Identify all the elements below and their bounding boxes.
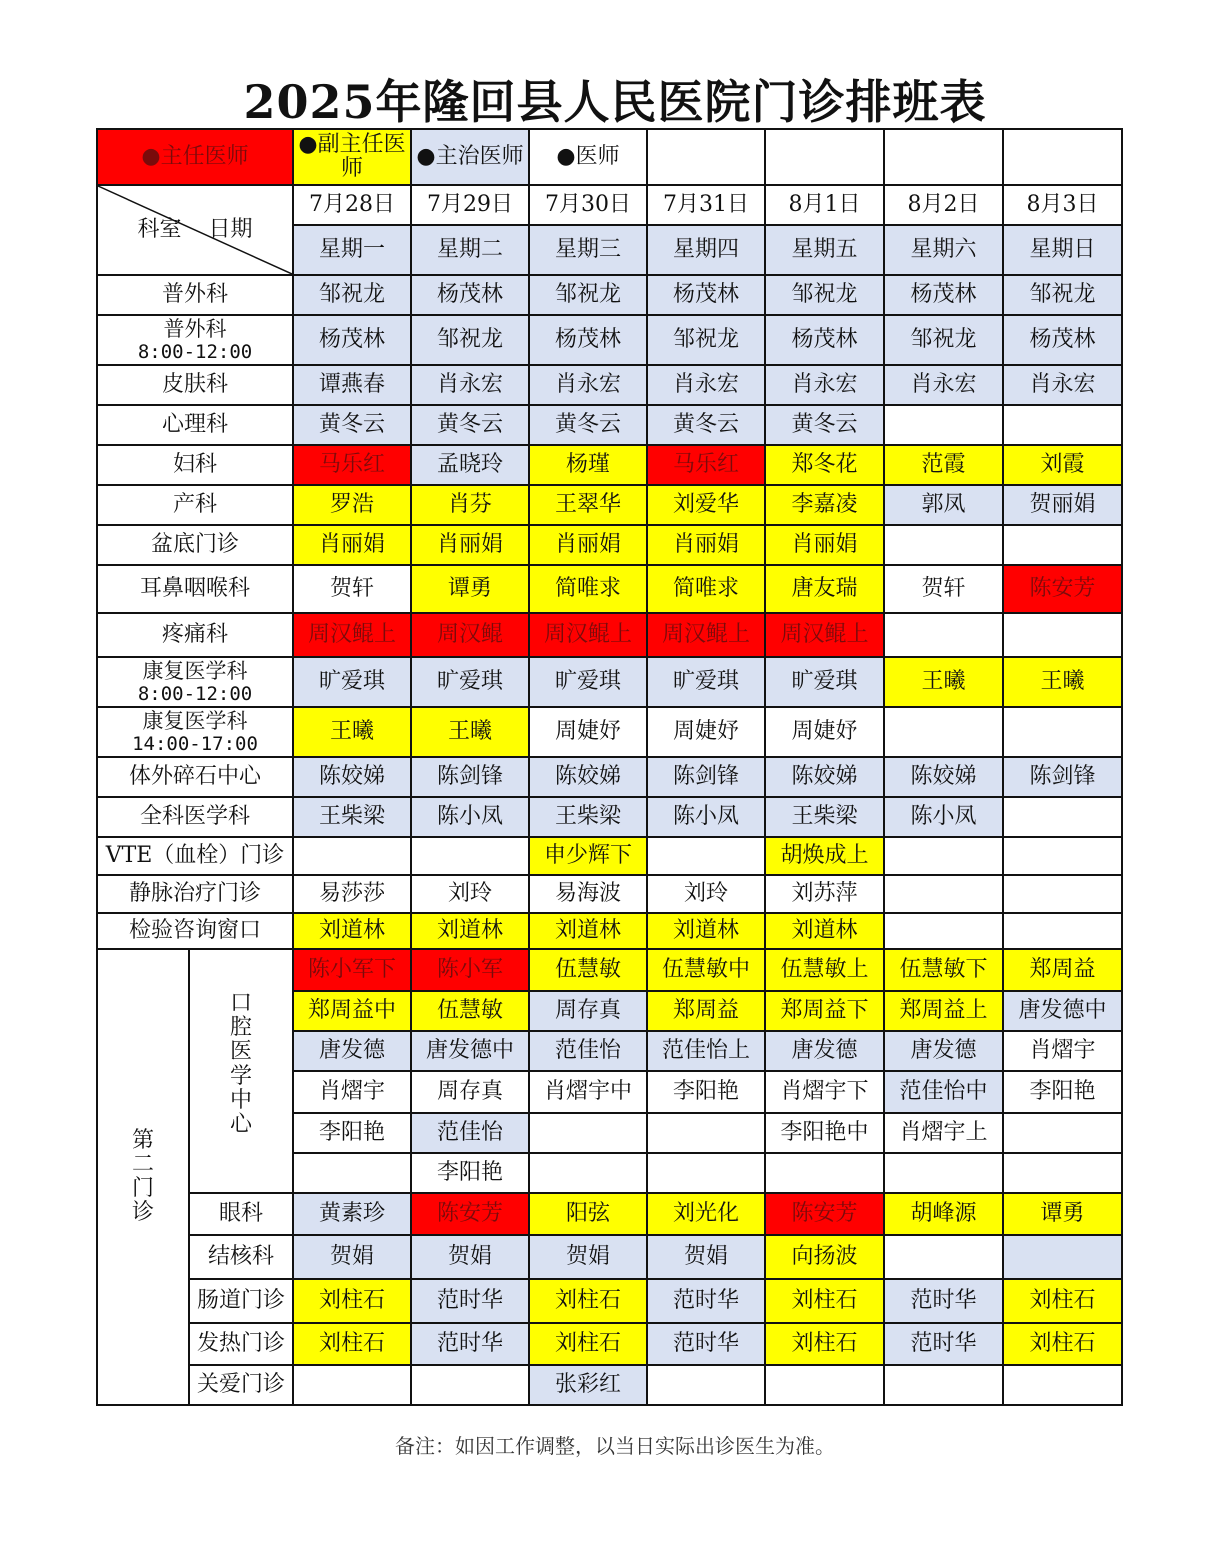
- footnote: 备注：如因工作调整，以当日实际出诊医生为准。: [395, 1434, 835, 1458]
- schedule-cell: 刘道林: [647, 913, 765, 949]
- schedule-cell: 刘柱石: [1003, 1323, 1122, 1365]
- schedule-cell: 杨茂林: [293, 315, 411, 365]
- schedule-cell: 肖永宏: [1003, 365, 1122, 405]
- dept-label: 关爱门诊: [189, 1365, 293, 1405]
- legend-row: [97, 129, 1122, 185]
- schedule-cell: 王曦: [884, 657, 1003, 707]
- schedule-cell: 周存真: [411, 1071, 529, 1113]
- schedule-cell: 杨茂林: [411, 275, 529, 315]
- schedule-cell: 黄冬云: [293, 405, 411, 445]
- schedule-cell: 周婕妤: [765, 707, 884, 757]
- dept-label: 产科: [97, 485, 293, 525]
- legend-empty: [884, 129, 1003, 185]
- schedule-cell: [884, 875, 1003, 913]
- schedule-cell: 王翠华: [529, 485, 647, 525]
- schedule-cell: 周汉鲲上: [529, 613, 647, 657]
- date-header: 7月30日: [529, 185, 647, 225]
- schedule-cell: 邹祝龙: [1003, 275, 1122, 315]
- date-header: 8月1日: [765, 185, 884, 225]
- schedule-cell: 刘道林: [529, 913, 647, 949]
- schedule-cell: 周汉鲲上: [293, 613, 411, 657]
- dept-name: 康复医学科: [142, 709, 248, 733]
- dept-label: 普外科: [97, 275, 293, 315]
- dental-center-char: 心: [230, 1111, 253, 1137]
- table-row: [97, 837, 1122, 875]
- table-row: [97, 565, 1122, 613]
- schedule-cell: 杨茂林: [765, 315, 884, 365]
- schedule-cell: 肖熠宇中: [529, 1071, 647, 1113]
- schedule-cell: [293, 1365, 411, 1405]
- legend-attending: ●主治医师: [411, 129, 529, 185]
- dept-label: 肠道门诊: [189, 1279, 293, 1323]
- schedule-cell: 旷爱琪: [529, 657, 647, 707]
- schedule-cell: 刘苏萍: [765, 875, 884, 913]
- schedule-cell: 马乐红: [647, 445, 765, 485]
- schedule-cell: 范时华: [647, 1279, 765, 1323]
- weekday-header: 星期日: [1003, 225, 1122, 275]
- schedule-cell: [529, 1113, 647, 1153]
- schedule-cell: 李嘉凌: [765, 485, 884, 525]
- schedule-cell: 王曦: [1003, 657, 1122, 707]
- schedule-cell: [884, 837, 1003, 875]
- dental-center-char: 医: [230, 1039, 253, 1065]
- schedule-cell: 范时华: [647, 1323, 765, 1365]
- schedule-cell: 范佳怡: [529, 1031, 647, 1071]
- schedule-cell: 杨茂林: [647, 275, 765, 315]
- weekday-header: 星期四: [647, 225, 765, 275]
- schedule-cell: 陈姣娣: [884, 757, 1003, 797]
- schedule-cell: 杨瑾: [529, 445, 647, 485]
- dept-label: 结核科: [189, 1235, 293, 1279]
- schedule-cell: 黄素珍: [293, 1193, 411, 1235]
- legend-chief: ●主任医师: [97, 129, 293, 185]
- table-row: [97, 1235, 1122, 1279]
- schedule-cell: 郑周益中: [293, 991, 411, 1031]
- corner-dept-label: 科室: [137, 216, 182, 242]
- dept-hours: 8:00-12:00: [137, 683, 253, 705]
- schedule-cell: 陈姣娣: [529, 757, 647, 797]
- schedule-cell: 旷爱琪: [293, 657, 411, 707]
- date-header: 8月2日: [884, 185, 1003, 225]
- schedule-cell: 肖熠宇: [1003, 1031, 1122, 1071]
- schedule-cell: 邹祝龙: [765, 275, 884, 315]
- schedule-cell: 贺娟: [529, 1235, 647, 1279]
- schedule-cell: 杨茂林: [884, 275, 1003, 315]
- dept-label: [97, 315, 293, 365]
- schedule-cell: 王柴梁: [529, 797, 647, 837]
- schedule-cell: 肖丽娟: [765, 525, 884, 565]
- dept-label: 眼科: [189, 1193, 293, 1235]
- legend-empty: [647, 129, 765, 185]
- schedule-cell: 范时华: [411, 1279, 529, 1323]
- dept-label: 疼痛科: [97, 613, 293, 657]
- schedule-cell: 刘光化: [647, 1193, 765, 1235]
- schedule-cell: 陈安芳: [765, 1193, 884, 1235]
- schedule-cell: 杨茂林: [529, 315, 647, 365]
- schedule-cell: 旷爱琪: [411, 657, 529, 707]
- schedule-cell: 黄冬云: [529, 405, 647, 445]
- schedule-cell: 刘柱石: [529, 1279, 647, 1323]
- dental-center-char: 学: [230, 1063, 253, 1089]
- schedule-cell: [884, 1365, 1003, 1405]
- table-row: [97, 485, 1122, 525]
- table-row: [97, 445, 1122, 485]
- schedule-cell: 王柴梁: [293, 797, 411, 837]
- schedule-cell: 肖熠宇上: [884, 1113, 1003, 1153]
- schedule-cell: 旷爱琪: [647, 657, 765, 707]
- schedule-cell: [1003, 1235, 1122, 1279]
- schedule-cell: [647, 1365, 765, 1405]
- second-clinic-char: 二: [131, 1151, 154, 1177]
- schedule-cell: 郑冬花: [765, 445, 884, 485]
- dental-center-char: 中: [230, 1087, 253, 1113]
- schedule-cell: 刘柱石: [765, 1323, 884, 1365]
- schedule-cell: 陈小军: [411, 949, 529, 991]
- schedule-cell: 邹祝龙: [884, 315, 1003, 365]
- schedule-cell: 陈小凤: [884, 797, 1003, 837]
- schedule-cell: 郑周益上: [884, 991, 1003, 1031]
- schedule-cell: 贺轩: [293, 565, 411, 613]
- dept-label: 全科医学科: [97, 797, 293, 837]
- schedule-cell: 胡峰源: [884, 1193, 1003, 1235]
- weekday-header: 星期六: [884, 225, 1003, 275]
- dental-center-label: [189, 949, 293, 1193]
- schedule-cell: [293, 1153, 411, 1193]
- schedule-cell: 邹祝龙: [647, 315, 765, 365]
- schedule-cell: 刘道林: [765, 913, 884, 949]
- schedule-cell: 邹祝龙: [529, 275, 647, 315]
- schedule-cell: [529, 1153, 647, 1193]
- schedule-cell: 易莎莎: [293, 875, 411, 913]
- schedule-cell: 贺娟: [411, 1235, 529, 1279]
- schedule-cell: 范佳怡上: [647, 1031, 765, 1071]
- schedule-cell: 范佳怡: [411, 1113, 529, 1153]
- schedule-cell: 刘爱华: [647, 485, 765, 525]
- dept-label: 耳鼻咽喉科: [97, 565, 293, 613]
- dept-label: 发热门诊: [189, 1323, 293, 1365]
- second-clinic-char: 诊: [131, 1200, 154, 1226]
- dept-label: 体外碎石中心: [97, 757, 293, 797]
- schedule-cell: 杨茂林: [1003, 315, 1122, 365]
- schedule-cell: 陈姣娣: [293, 757, 411, 797]
- table-row: [97, 797, 1122, 837]
- schedule-cell: 刘霞: [1003, 445, 1122, 485]
- schedule-cell: 周婕妤: [529, 707, 647, 757]
- schedule-cell: 易海波: [529, 875, 647, 913]
- schedule-cell: [1003, 525, 1122, 565]
- date-header: 7月28日: [293, 185, 411, 225]
- schedule-cell: 陈小军下: [293, 949, 411, 991]
- table-row: [97, 1323, 1122, 1365]
- schedule-cell: 申少辉下: [529, 837, 647, 875]
- dept-label: 检验咨询窗口: [97, 913, 293, 949]
- schedule-cell: 向扬波: [765, 1235, 884, 1279]
- legend-empty: [765, 129, 884, 185]
- schedule-cell: 陈小凤: [411, 797, 529, 837]
- schedule-cell: 张彩红: [529, 1365, 647, 1405]
- table-row: [97, 657, 1122, 707]
- schedule-cell: 刘柱石: [293, 1323, 411, 1365]
- schedule-cell: [1003, 405, 1122, 445]
- schedule-cell: 陈剑锋: [647, 757, 765, 797]
- schedule-cell: 肖丽娟: [293, 525, 411, 565]
- schedule-cell: 刘柱石: [529, 1323, 647, 1365]
- schedule-cell: 陈姣娣: [765, 757, 884, 797]
- table-row: [97, 405, 1122, 445]
- schedule-cell: [884, 405, 1003, 445]
- schedule-cell: 孟晓玲: [411, 445, 529, 485]
- diagonal-line: [98, 186, 292, 274]
- schedule-cell: [884, 913, 1003, 949]
- schedule-cell: 肖熠宇: [293, 1071, 411, 1113]
- dept-label: [97, 657, 293, 707]
- dept-name: 康复医学科: [142, 659, 248, 683]
- schedule-cell: 简唯求: [647, 565, 765, 613]
- schedule-cell: 伍慧敏下: [884, 949, 1003, 991]
- schedule-cell: 刘道林: [293, 913, 411, 949]
- schedule-cell: 黄冬云: [411, 405, 529, 445]
- schedule-cell: 范霞: [884, 445, 1003, 485]
- schedule-cell: 贺娟: [293, 1235, 411, 1279]
- schedule-cell: [1003, 913, 1122, 949]
- schedule-cell: 唐友瑞: [765, 565, 884, 613]
- table-row: [97, 875, 1122, 913]
- date-row: [97, 185, 1122, 225]
- schedule-cell: 谭勇: [1003, 1193, 1122, 1235]
- schedule-cell: 黄冬云: [765, 405, 884, 445]
- schedule-cell: [647, 837, 765, 875]
- schedule-cell: [884, 1153, 1003, 1193]
- dental-center-char: 口: [230, 991, 253, 1016]
- schedule-cell: 刘柱石: [765, 1279, 884, 1323]
- schedule-cell: 周汉鲲上: [765, 613, 884, 657]
- schedule-cell: 罗浩: [293, 485, 411, 525]
- second-clinic-label: [97, 949, 189, 1405]
- table-row: [97, 315, 1122, 365]
- schedule-cell: 伍慧敏上: [765, 949, 884, 991]
- schedule-cell: [1003, 797, 1122, 837]
- schedule-cell: 肖永宏: [529, 365, 647, 405]
- schedule-cell: 刘道林: [411, 913, 529, 949]
- schedule-cell: 谭勇: [411, 565, 529, 613]
- schedule-cell: 刘柱石: [293, 1279, 411, 1323]
- weekday-header: 星期一: [293, 225, 411, 275]
- table-row: [97, 1279, 1122, 1323]
- dept-label: 盆底门诊: [97, 525, 293, 565]
- schedule-cell: 肖永宏: [884, 365, 1003, 405]
- schedule-cell: 范时华: [884, 1323, 1003, 1365]
- schedule-cell: 范佳怡中: [884, 1071, 1003, 1113]
- schedule-cell: 刘玲: [411, 875, 529, 913]
- schedule-cell: 肖永宏: [765, 365, 884, 405]
- legend-empty: [1003, 129, 1122, 185]
- schedule-cell: [1003, 1153, 1122, 1193]
- schedule-cell: 唐发德: [293, 1031, 411, 1071]
- schedule-cell: 肖永宏: [647, 365, 765, 405]
- schedule-cell: 周婕妤: [647, 707, 765, 757]
- schedule-cell: 肖熠宇下: [765, 1071, 884, 1113]
- schedule-cell: 唐发德中: [1003, 991, 1122, 1031]
- table-row: [97, 1193, 1122, 1235]
- schedule-cell: 李阳艳中: [765, 1113, 884, 1153]
- schedule-cell: 陈安芳: [1003, 565, 1122, 613]
- schedule-cell: 伍慧敏: [529, 949, 647, 991]
- schedule-cell: 马乐红: [293, 445, 411, 485]
- table-row: [97, 365, 1122, 405]
- schedule-cell: 陈小凤: [647, 797, 765, 837]
- weekday-header: 星期二: [411, 225, 529, 275]
- weekday-header: 星期五: [765, 225, 884, 275]
- schedule-cell: 旷爱琪: [765, 657, 884, 707]
- schedule-cell: 范时华: [884, 1279, 1003, 1323]
- schedule-cell: 唐发德: [884, 1031, 1003, 1071]
- dept-name: 普外科: [163, 317, 227, 341]
- schedule-cell: 肖丽娟: [411, 525, 529, 565]
- table-row: [97, 913, 1122, 949]
- legend-physician: ●医师: [529, 129, 647, 185]
- dept-label: 皮肤科: [97, 365, 293, 405]
- schedule-cell: [411, 1365, 529, 1405]
- schedule-cell: 刘玲: [647, 875, 765, 913]
- dept-label: [97, 707, 293, 757]
- schedule-cell: 肖丽娟: [529, 525, 647, 565]
- schedule-cell: 李阳艳: [647, 1071, 765, 1113]
- schedule-cell: 周汉鲲上: [647, 613, 765, 657]
- date-header: 7月31日: [647, 185, 765, 225]
- schedule-cell: 范时华: [411, 1323, 529, 1365]
- schedule-cell: 谭燕春: [293, 365, 411, 405]
- schedule-cell: [765, 1153, 884, 1193]
- schedule-cell: [293, 837, 411, 875]
- dental-row: [97, 949, 1122, 991]
- schedule-cell: 伍慧敏中: [647, 949, 765, 991]
- schedule-cell: 贺轩: [884, 565, 1003, 613]
- schedule-cell: 胡焕成上: [765, 837, 884, 875]
- schedule-cell: 李阳艳: [293, 1113, 411, 1153]
- schedule-cell: 周汉鲲: [411, 613, 529, 657]
- schedule-cell: [1003, 707, 1122, 757]
- schedule-cell: [1003, 1365, 1122, 1405]
- dept-hours: 8:00-12:00: [137, 341, 253, 363]
- date-header: 8月3日: [1003, 185, 1122, 225]
- date-header: 7月29日: [411, 185, 529, 225]
- schedule-cell: 肖丽娟: [647, 525, 765, 565]
- schedule-cell: 李阳艳: [411, 1153, 529, 1193]
- schedule-cell: 郑周益: [1003, 949, 1122, 991]
- second-clinic-char: 门: [131, 1176, 154, 1201]
- schedule-cell: 陈剑锋: [1003, 757, 1122, 797]
- schedule-cell: [1003, 837, 1122, 875]
- schedule-cell: 贺丽娟: [1003, 485, 1122, 525]
- table-row: [97, 525, 1122, 565]
- schedule-cell: [647, 1153, 765, 1193]
- table-row: [97, 707, 1122, 757]
- schedule-cell: [884, 707, 1003, 757]
- schedule-cell: [1003, 1113, 1122, 1153]
- schedule-cell: 刘柱石: [1003, 1279, 1122, 1323]
- schedule-cell: [647, 1113, 765, 1153]
- schedule-table: [96, 128, 1123, 1406]
- schedule-cell: 王曦: [293, 707, 411, 757]
- table-row: [97, 757, 1122, 797]
- schedule-cell: 陈安芳: [411, 1193, 529, 1235]
- corner-date-label: 日期: [208, 216, 253, 242]
- legend-associate: ●副主任医师: [293, 129, 411, 185]
- schedule-cell: 肖永宏: [411, 365, 529, 405]
- page-title: 2025年隆回县人民医院门诊排班表: [243, 75, 987, 129]
- schedule-cell: 陈剑锋: [411, 757, 529, 797]
- schedule-cell: 肖芬: [411, 485, 529, 525]
- schedule-cell: 王柴梁: [765, 797, 884, 837]
- schedule-cell: 郑周益下: [765, 991, 884, 1031]
- schedule-cell: [884, 613, 1003, 657]
- schedule-cell: 李阳艳: [1003, 1071, 1122, 1113]
- weekday-header: 星期三: [529, 225, 647, 275]
- dept-label: VTE（血栓）门诊: [97, 837, 293, 875]
- schedule-cell: 邹祝龙: [293, 275, 411, 315]
- schedule-cell: 黄冬云: [647, 405, 765, 445]
- dept-label: 心理科: [97, 405, 293, 445]
- schedule-cell: [765, 1365, 884, 1405]
- table-row: [97, 275, 1122, 315]
- dental-center-char: 腔: [230, 1015, 253, 1041]
- schedule-cell: 伍慧敏: [411, 991, 529, 1031]
- dept-label: 静脉治疗门诊: [97, 875, 293, 913]
- schedule-cell: 郑周益: [647, 991, 765, 1031]
- table-row: [97, 1365, 1122, 1405]
- schedule-cell: 贺娟: [647, 1235, 765, 1279]
- schedule-cell: 周存真: [529, 991, 647, 1031]
- corner-header: [97, 185, 293, 275]
- schedule-cell: [1003, 613, 1122, 657]
- schedule-cell: [411, 837, 529, 875]
- schedule-cell: 阳弦: [529, 1193, 647, 1235]
- schedule-cell: 唐发德中: [411, 1031, 529, 1071]
- schedule-cell: [1003, 875, 1122, 913]
- schedule-cell: [884, 1235, 1003, 1279]
- schedule-cell: [884, 525, 1003, 565]
- schedule-cell: 简唯求: [529, 565, 647, 613]
- dept-label: 妇科: [97, 445, 293, 485]
- schedule-cell: 郭凤: [884, 485, 1003, 525]
- dept-hours: 14:00-17:00: [132, 733, 258, 755]
- schedule-cell: 王曦: [411, 707, 529, 757]
- schedule-cell: 唐发德: [765, 1031, 884, 1071]
- table-row: [97, 613, 1122, 657]
- second-clinic-char: 第: [131, 1127, 154, 1153]
- schedule-cell: 邹祝龙: [411, 315, 529, 365]
